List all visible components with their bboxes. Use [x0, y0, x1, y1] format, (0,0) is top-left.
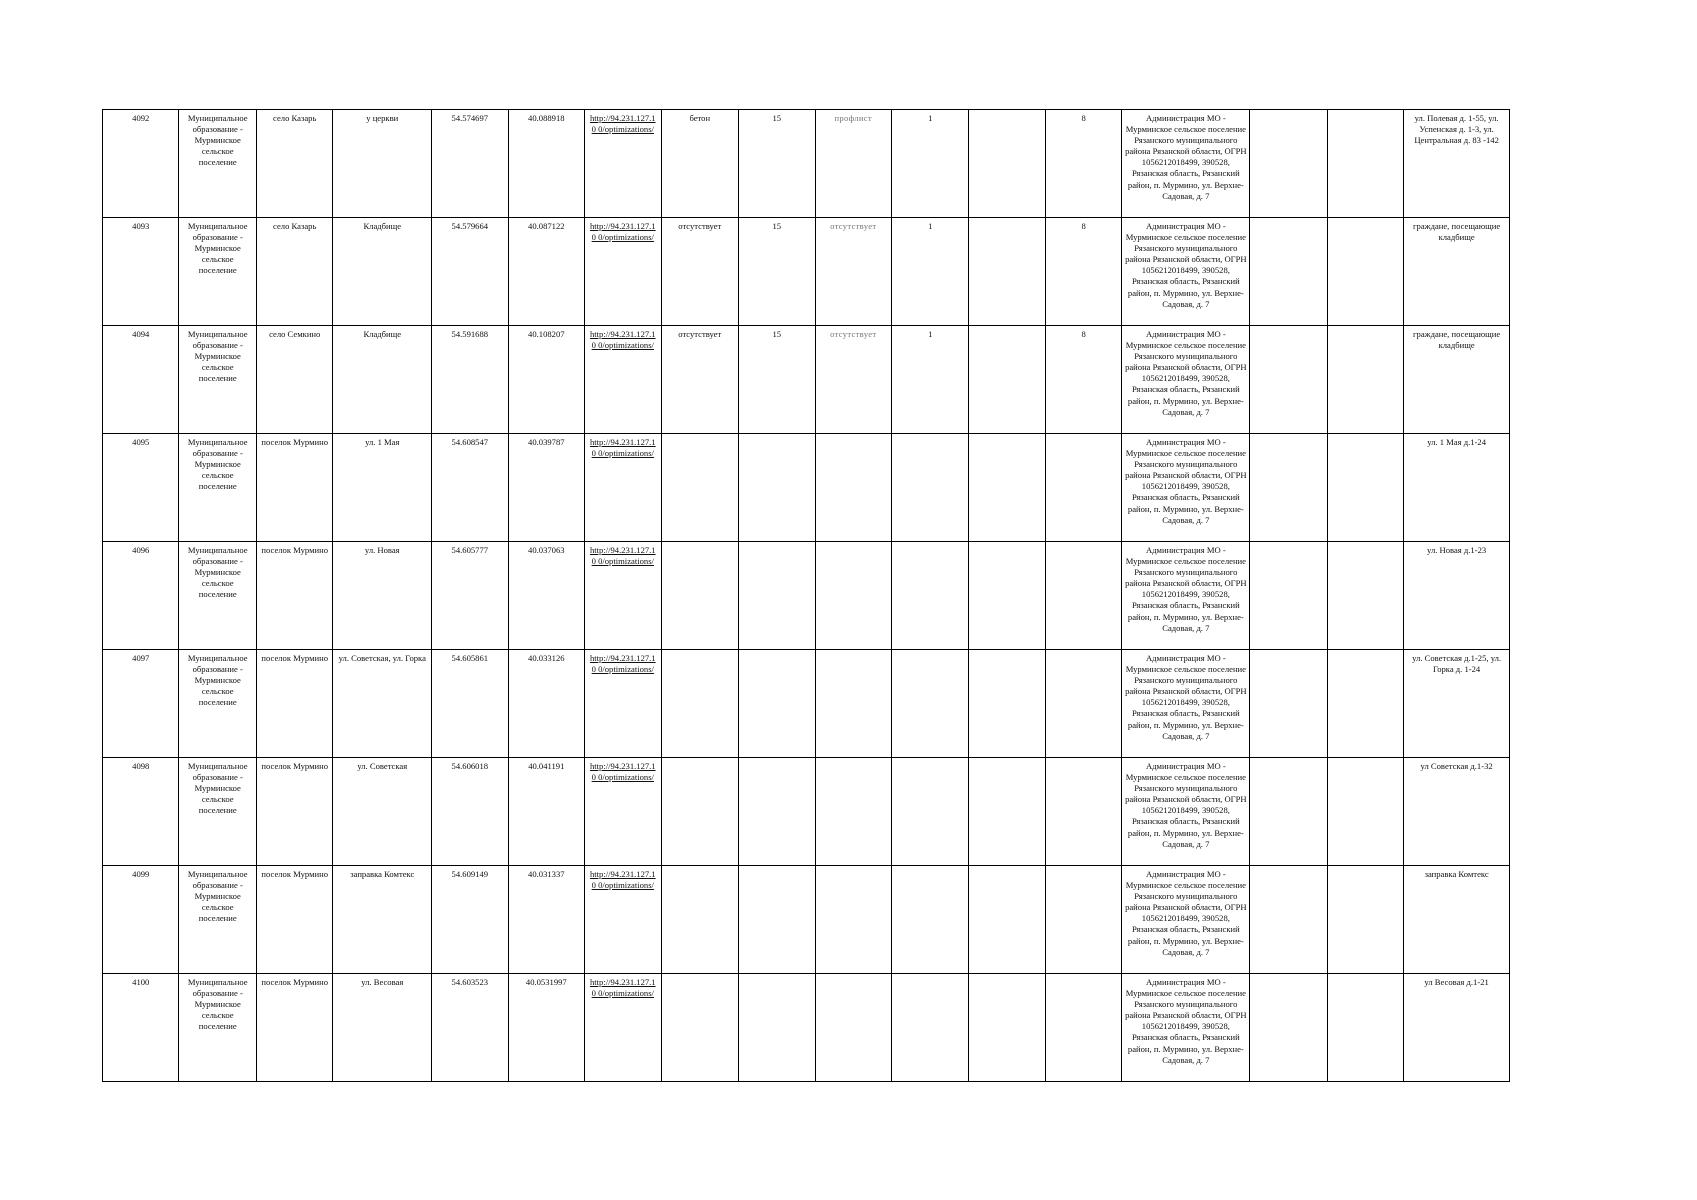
map-link-cell — [585, 650, 661, 758]
longitude-cell: 40.0531997 — [508, 974, 584, 1082]
site-number-cell: 4095 — [103, 434, 179, 542]
area-cell: 15 — [739, 110, 815, 218]
empty-cell — [969, 110, 1045, 218]
settlement-cell: поселок Мурмино — [256, 542, 332, 650]
container-count-cell: 1 — [891, 218, 968, 326]
settlement-cell: село Семкино — [256, 326, 332, 434]
longitude-cell: 40.039787 — [508, 434, 584, 542]
volume-cell: 8 — [1045, 218, 1121, 326]
container-count-cell — [891, 434, 968, 542]
table-row — [103, 326, 1510, 434]
empty-cell — [1327, 218, 1403, 326]
surface-type-cell: отсутствует — [661, 326, 738, 434]
map-link[interactable]: http://94.231.127.10 0/optimizations/ — [589, 545, 656, 567]
owner-cell: Администрация МО - Мурминское сельское поселение Рязанского муниципального района Рязанской области, ОГРН 1056212018499, 390528, Рязанская область, Рязанский район, п. Мурмино, ул. Верхне-Садовая, д. 7 — [1122, 218, 1250, 326]
map-link-cell — [585, 542, 661, 650]
owner-cell: Администрация МО - Мурминское сельское поселение Рязанского муниципального района Рязанской области, ОГРН 1056212018499, 390528, Рязанская область, Рязанский район, п. Мурмино, ул. Верхне-Садовая, д. 7 — [1122, 758, 1250, 866]
latitude-cell: 54.574697 — [432, 110, 508, 218]
site-number-cell: 4093 — [103, 218, 179, 326]
site-number-cell: 4092 — [103, 110, 179, 218]
area-cell — [739, 758, 815, 866]
surface-type-cell — [661, 542, 738, 650]
latitude-cell: 54.603523 — [432, 974, 508, 1082]
volume-cell — [1045, 542, 1121, 650]
owner-cell: Администрация МО - Мурминское сельское поселение Рязанского муниципального района Рязанской области, ОГРН 1056212018499, 390528, Рязанская область, Рязанский район, п. Мурмино, ул. Верхне-Садовая, д. 7 — [1122, 650, 1250, 758]
settlement-cell: поселок Мурмино — [256, 434, 332, 542]
owner-cell: Администрация МО - Мурминское сельское поселение Рязанского муниципального района Рязанской области, ОГРН 1056212018499, 390528, Рязанская область, Рязанский район, п. Мурмино, ул. Верхне-Садовая, д. 7 — [1122, 974, 1250, 1082]
surface-type-cell — [661, 758, 738, 866]
surface-type-cell — [661, 650, 738, 758]
municipality-cell: Муниципальное образование - Мурминское сельское поселение — [179, 758, 256, 866]
empty-cell — [1250, 974, 1327, 1082]
fence-type-cell — [815, 866, 891, 974]
map-link-cell — [585, 758, 661, 866]
site-number-cell: 4094 — [103, 326, 179, 434]
surface-type-cell — [661, 974, 738, 1082]
settlement-cell: село Казарь — [256, 110, 332, 218]
empty-cell — [1250, 110, 1327, 218]
owner-cell: Администрация МО - Мурминское сельское поселение Рязанского муниципального района Рязанской области, ОГРН 1056212018499, 390528, Рязанская область, Рязанский район, п. Мурмино, ул. Верхне-Садовая, д. 7 — [1122, 110, 1250, 218]
map-link-cell — [585, 110, 661, 218]
owner-cell: Администрация МО - Мурминское сельское поселение Рязанского муниципального района Рязанской области, ОГРН 1056212018499, 390528, Рязанская область, Рязанский район, п. Мурмино, ул. Верхне-Садовая, д. 7 — [1122, 866, 1250, 974]
municipality-cell: Муниципальное образование - Мурминское сельское поселение — [179, 866, 256, 974]
empty-cell — [969, 758, 1045, 866]
empty-cell — [1250, 542, 1327, 650]
volume-cell — [1045, 650, 1121, 758]
served-objects-cell: ул. Советская д.1-25, ул. Горка д. 1-24 — [1404, 650, 1510, 758]
table-row — [103, 866, 1510, 974]
map-link-cell — [585, 326, 661, 434]
empty-cell — [1250, 326, 1327, 434]
served-objects-cell: граждане, посещающие кладбище — [1404, 326, 1510, 434]
surface-type-cell — [661, 866, 738, 974]
longitude-cell: 40.037063 — [508, 542, 584, 650]
registry-table — [102, 109, 1510, 1082]
owner-cell: Администрация МО - Мурминское сельское поселение Рязанского муниципального района Рязанской области, ОГРН 1056212018499, 390528, Рязанская область, Рязанский район, п. Мурмино, ул. Верхне-Садовая, д. 7 — [1122, 434, 1250, 542]
latitude-cell: 54.609149 — [432, 866, 508, 974]
container-count-cell: 1 — [891, 326, 968, 434]
volume-cell — [1045, 974, 1121, 1082]
container-count-cell — [891, 974, 968, 1082]
volume-cell — [1045, 866, 1121, 974]
empty-cell — [1327, 434, 1403, 542]
area-cell — [739, 542, 815, 650]
latitude-cell: 54.579664 — [432, 218, 508, 326]
fence-type-cell — [815, 650, 891, 758]
settlement-cell: поселок Мурмино — [256, 758, 332, 866]
container-count-cell — [891, 542, 968, 650]
served-objects-cell: ул Советская д.1-32 — [1404, 758, 1510, 866]
empty-cell — [1250, 218, 1327, 326]
location-cell: ул. Весовая — [333, 974, 432, 1082]
empty-cell — [1250, 758, 1327, 866]
municipality-cell: Муниципальное образование - Мурминское сельское поселение — [179, 434, 256, 542]
empty-cell — [1327, 758, 1403, 866]
served-objects-cell: заправка Комтекс — [1404, 866, 1510, 974]
served-objects-cell: граждане, посещающие кладбище — [1404, 218, 1510, 326]
fence-type-cell: отсутствует — [815, 218, 891, 326]
location-cell: заправка Комтекс — [333, 866, 432, 974]
settlement-cell: поселок Мурмино — [256, 650, 332, 758]
area-cell: 15 — [739, 326, 815, 434]
empty-cell — [969, 326, 1045, 434]
served-objects-cell: ул. Полевая д. 1-55, ул. Успенская д. 1-3, ул. Центральная д. 83 -142 — [1404, 110, 1510, 218]
volume-cell: 8 — [1045, 326, 1121, 434]
latitude-cell: 54.591688 — [432, 326, 508, 434]
map-link[interactable]: http://94.231.127.10 0/optimizations/ — [589, 761, 656, 783]
table-row — [103, 974, 1510, 1082]
table-row — [103, 650, 1510, 758]
map-link[interactable]: http://94.231.127.10 0/optimizations/ — [589, 653, 656, 675]
map-link[interactable]: http://94.231.127.10 0/optimizations/ — [589, 329, 656, 351]
surface-type-cell — [661, 434, 738, 542]
table-row — [103, 434, 1510, 542]
site-number-cell: 4096 — [103, 542, 179, 650]
location-cell: ул. Советская — [333, 758, 432, 866]
location-cell: ул. 1 Мая — [333, 434, 432, 542]
site-number-cell: 4098 — [103, 758, 179, 866]
container-count-cell — [891, 866, 968, 974]
municipality-cell: Муниципальное образование - Мурминское сельское поселение — [179, 326, 256, 434]
map-link[interactable]: http://94.231.127.10 0/optimizations/ — [589, 977, 656, 999]
surface-type-cell: отсутствует — [661, 218, 738, 326]
empty-cell — [969, 218, 1045, 326]
empty-cell — [1250, 650, 1327, 758]
municipality-cell: Муниципальное образование - Мурминское сельское поселение — [179, 542, 256, 650]
site-number-cell: 4099 — [103, 866, 179, 974]
longitude-cell: 40.108207 — [508, 326, 584, 434]
location-cell: ул. Советская, ул. Горка — [333, 650, 432, 758]
empty-cell — [1250, 434, 1327, 542]
table-row — [103, 758, 1510, 866]
map-link[interactable]: http://94.231.127.10 0/optimizations/ — [589, 113, 656, 135]
map-link[interactable]: http://94.231.127.10 0/optimizations/ — [589, 437, 656, 459]
empty-cell — [969, 542, 1045, 650]
longitude-cell: 40.087122 — [508, 218, 584, 326]
municipality-cell: Муниципальное образование - Мурминское сельское поселение — [179, 650, 256, 758]
latitude-cell: 54.606018 — [432, 758, 508, 866]
settlement-cell: поселок Мурмино — [256, 974, 332, 1082]
served-objects-cell: ул Весовая д.1-21 — [1404, 974, 1510, 1082]
table-body — [103, 110, 1510, 1082]
map-link[interactable]: http://94.231.127.10 0/optimizations/ — [589, 869, 656, 891]
area-cell — [739, 434, 815, 542]
location-cell: ул. Новая — [333, 542, 432, 650]
volume-cell — [1045, 434, 1121, 542]
surface-type-cell: бетон — [661, 110, 738, 218]
area-cell — [739, 974, 815, 1082]
table-row — [103, 218, 1510, 326]
empty-cell — [969, 434, 1045, 542]
location-cell: Кладбище — [333, 218, 432, 326]
empty-cell — [969, 650, 1045, 758]
empty-cell — [1327, 866, 1403, 974]
latitude-cell: 54.608547 — [432, 434, 508, 542]
location-cell: у церкви — [333, 110, 432, 218]
owner-cell: Администрация МО - Мурминское сельское поселение Рязанского муниципального района Рязанской области, ОГРН 1056212018499, 390528, Рязанская область, Рязанский район, п. Мурмино, ул. Верхне-Садовая, д. 7 — [1122, 326, 1250, 434]
longitude-cell: 40.033126 — [508, 650, 584, 758]
fence-type-cell — [815, 542, 891, 650]
latitude-cell: 54.605777 — [432, 542, 508, 650]
served-objects-cell: ул. Новая д.1-23 — [1404, 542, 1510, 650]
fence-type-cell — [815, 974, 891, 1082]
table-row — [103, 110, 1510, 218]
latitude-cell: 54.605861 — [432, 650, 508, 758]
owner-cell: Администрация МО - Мурминское сельское поселение Рязанского муниципального района Рязанской области, ОГРН 1056212018499, 390528, Рязанская область, Рязанский район, п. Мурмино, ул. Верхне-Садовая, д. 7 — [1122, 542, 1250, 650]
fence-type-cell — [815, 434, 891, 542]
container-count-cell: 1 — [891, 110, 968, 218]
longitude-cell: 40.041191 — [508, 758, 584, 866]
map-link-cell — [585, 974, 661, 1082]
location-cell: Кладбище — [333, 326, 432, 434]
municipality-cell: Муниципальное образование - Мурминское сельское поселение — [179, 110, 256, 218]
map-link[interactable]: http://94.231.127.10 0/optimizations/ — [589, 221, 656, 243]
municipality-cell: Муниципальное образование - Мурминское сельское поселение — [179, 974, 256, 1082]
area-cell: 15 — [739, 218, 815, 326]
container-count-cell — [891, 650, 968, 758]
site-number-cell: 4100 — [103, 974, 179, 1082]
map-link-cell — [585, 218, 661, 326]
fence-type-cell: профлист — [815, 110, 891, 218]
settlement-cell: село Казарь — [256, 218, 332, 326]
settlement-cell: поселок Мурмино — [256, 866, 332, 974]
container-count-cell — [891, 758, 968, 866]
empty-cell — [1327, 650, 1403, 758]
empty-cell — [1327, 110, 1403, 218]
map-link-cell — [585, 434, 661, 542]
served-objects-cell: ул. 1 Мая д.1-24 — [1404, 434, 1510, 542]
empty-cell — [1327, 542, 1403, 650]
empty-cell — [969, 866, 1045, 974]
longitude-cell: 40.031337 — [508, 866, 584, 974]
fence-type-cell: отсутствует — [815, 326, 891, 434]
municipality-cell: Муниципальное образование - Мурминское сельское поселение — [179, 218, 256, 326]
empty-cell — [1327, 974, 1403, 1082]
empty-cell — [1327, 326, 1403, 434]
volume-cell: 8 — [1045, 110, 1121, 218]
table-row — [103, 542, 1510, 650]
area-cell — [739, 866, 815, 974]
empty-cell — [969, 974, 1045, 1082]
site-number-cell: 4097 — [103, 650, 179, 758]
map-link-cell — [585, 866, 661, 974]
volume-cell — [1045, 758, 1121, 866]
empty-cell — [1250, 866, 1327, 974]
fence-type-cell — [815, 758, 891, 866]
area-cell — [739, 650, 815, 758]
longitude-cell: 40.088918 — [508, 110, 584, 218]
